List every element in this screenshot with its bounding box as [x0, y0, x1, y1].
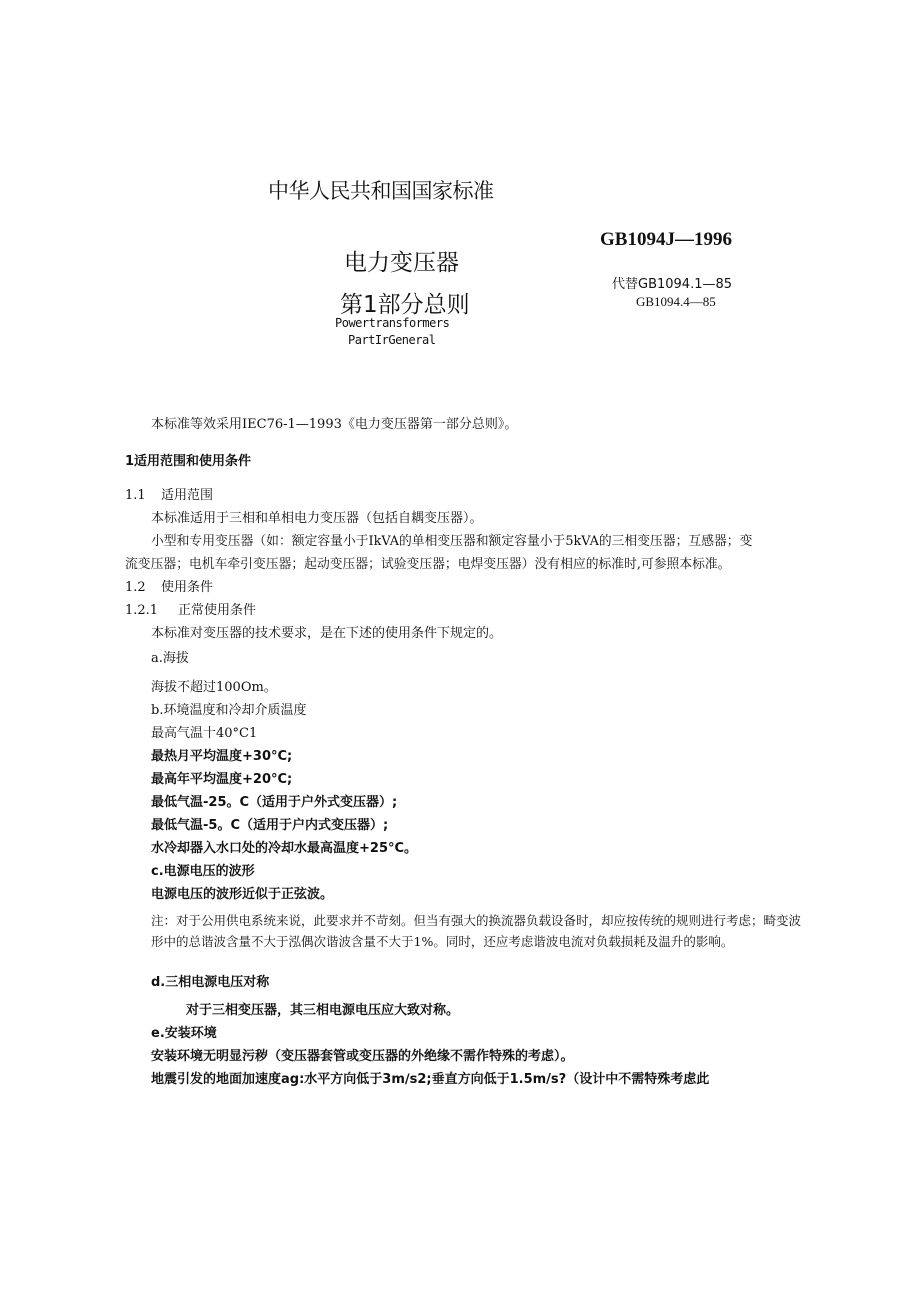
section-1-2-1-number: 1.2.1: [125, 603, 159, 618]
item-a-label: a.海拔: [151, 651, 189, 666]
item-d-text: 对于三相变压器，其三相电源电压应大致对称。: [186, 1003, 460, 1018]
item-c-label: c.电源电压的波形: [151, 864, 255, 879]
scope-paragraph-2-line1: 小型和专用变压器（如：额定容量小于IkVA的单相变压器和额定容量小于5kVA的三相变压器；互感器；变: [151, 534, 753, 549]
section-1-2-1-title: 正常使用条件: [178, 603, 257, 618]
title-en-line1: Powertransformers: [335, 316, 450, 330]
note-paragraph: 注：对于公用供电系统来说，此要求并不苛刻。但当有强大的换流器负载设备时，却应按传统的规则进行考虑；畸变波形中的总谐波含量不大于泓偶次谐波含量不大于1%。同时，还应考虑谐波电流对负载损耗及温升的影响。: [151, 913, 802, 949]
title-cn-line1: 电力变压器: [344, 250, 459, 276]
conditions-intro: 本标准对变压器的技术要求，是在下述的使用条件下规定的。: [151, 626, 503, 641]
national-standard-heading: 中华人民共和国国家标准: [268, 179, 494, 203]
temp-line-2: 最热月平均温度+30°C;: [151, 749, 293, 764]
title-en-line2: PartIrGeneral: [348, 333, 436, 347]
section-1-heading: 1适用范围和使用条件: [125, 454, 252, 469]
section-1-1-title: 适用范围: [161, 488, 214, 503]
item-d-label: d.三相电源电压对称: [151, 975, 270, 990]
item-e-label: e.安装环境: [151, 1026, 217, 1041]
replaces-line1: 代替GB1094.1—85: [612, 277, 733, 292]
scope-paragraph-2-line2: 流变压器；电机车牵引变压器；起动变压器；试验变压器；电焊变压器）没有相应的标准时,可参照本标准。: [125, 557, 731, 572]
item-e-text-1: 安装环境无明显污秽（变压器套管或变压器的外绝缘不需作特殊的考虑）。: [151, 1049, 574, 1064]
standard-number: GB1094J—1996: [600, 229, 732, 250]
section-1-1-number: 1.1: [125, 488, 146, 503]
section-1-2-number: 1.2: [125, 580, 146, 595]
temp-line-5: 最低气温-5。C（适用于户内式变压器）;: [151, 818, 389, 833]
item-c-text: 电源电压的波形近似于正弦波。: [151, 887, 334, 902]
temp-line-3: 最高年平均温度+20°C;: [151, 772, 293, 787]
title-cn-line2: 第1部分总则: [340, 292, 470, 318]
temp-line-1: 最高气温十40°C1: [151, 726, 258, 741]
item-b-label: b.环境温度和冷却介质温度: [151, 703, 307, 718]
intro-paragraph: 本标准等效采用IEC76-1—1993《电力变压器第一部分总则》。: [151, 417, 518, 432]
item-a-text: 海拔不超过100Om。: [151, 680, 277, 695]
temp-line-6: 水冷却器入水口处的冷却水最高温度+25°C。: [151, 841, 418, 856]
scope-paragraph-1: 本标准适用于三相和单相电力变压器（包括自耦变压器）。: [151, 511, 483, 526]
section-1-2-title: 使用条件: [161, 580, 214, 595]
item-e-text-2: 地震引发的地面加速度ag:水平方向低于3m∕s2;垂直方向低于1.5m/s?（设计中不需特殊考虑此: [151, 1072, 710, 1087]
temp-line-4: 最低气温-25。C（适用于户外式变压器）;: [151, 795, 398, 810]
replaces-line2: GB1094.4—85: [636, 294, 716, 309]
